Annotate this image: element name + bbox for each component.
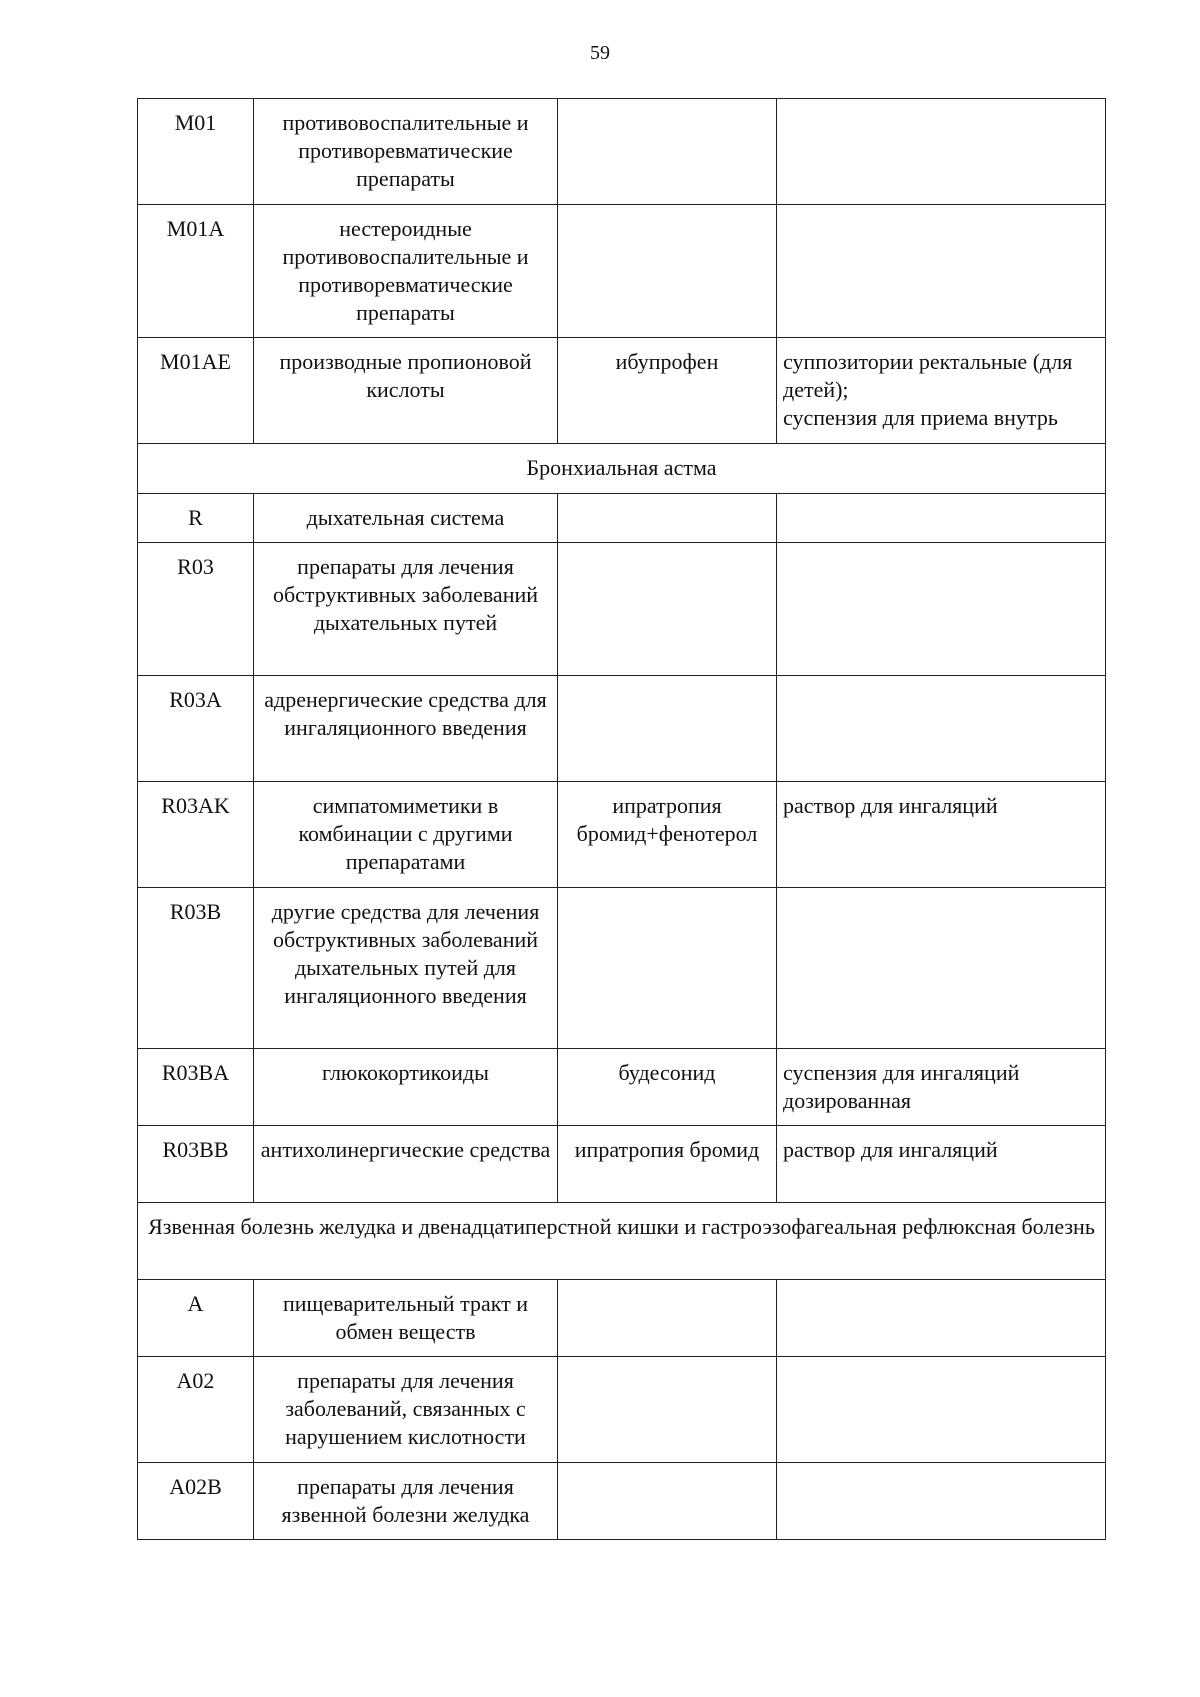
table-row <box>138 543 1106 676</box>
atc-group-cell: препараты для лечения заболеваний, связанных с нарушением кислотности <box>254 1357 558 1463</box>
section-row <box>138 444 1106 494</box>
atc-group-cell: препараты для лечения язвенной болезни желудка <box>254 1463 558 1540</box>
drug-table <box>137 98 1106 1540</box>
dosage-form-cell <box>777 99 1106 205</box>
dosage-form-cell <box>777 205 1106 338</box>
table-row <box>138 888 1106 1049</box>
atc-code-cell: R03AK <box>138 782 254 888</box>
dosage-form-cell: раствор для ингаляций <box>777 782 1106 888</box>
dosage-form-cell <box>777 543 1106 676</box>
atc-code-cell: R <box>138 494 254 543</box>
atc-code-cell: R03B <box>138 888 254 1049</box>
dosage-form-cell: суппозитории ректальные (для детей); суспензия для приема внутрь <box>777 338 1106 444</box>
table-row <box>138 1049 1106 1126</box>
table-row <box>138 494 1106 543</box>
section-title: Бронхиальная астма <box>138 444 1106 494</box>
drug-name-cell <box>558 494 777 543</box>
atc-code-cell: R03A <box>138 676 254 782</box>
drug-name-cell: ипратропия бромид <box>558 1126 777 1203</box>
dosage-form-cell: суспензия для ингаляций дозированная <box>777 1049 1106 1126</box>
dosage-form-cell <box>777 1357 1106 1463</box>
atc-code-cell: M01 <box>138 99 254 205</box>
dosage-form-cell <box>777 1280 1106 1357</box>
atc-group-cell: нестероидные противовоспалительные и противоревматические препараты <box>254 205 558 338</box>
table-row <box>138 1463 1106 1540</box>
atc-group-cell: симпатомиметики в комбинации с другими препаратами <box>254 782 558 888</box>
drug-name-cell: будесонид <box>558 1049 777 1126</box>
atc-group-cell: препараты для лечения обструктивных заболеваний дыхательных путей <box>254 543 558 676</box>
dosage-form-cell <box>777 676 1106 782</box>
table-row <box>138 676 1106 782</box>
atc-code-cell: R03 <box>138 543 254 676</box>
table-row <box>138 338 1106 444</box>
table-row <box>138 1280 1106 1357</box>
table-row <box>138 99 1106 205</box>
dosage-form-cell <box>777 1463 1106 1540</box>
atc-group-cell: противовоспалительные и противоревматические препараты <box>254 99 558 205</box>
dosage-form-cell: раствор для ингаляций <box>777 1126 1106 1203</box>
atc-group-cell: адренергические средства для ингаляционного введения <box>254 676 558 782</box>
drug-name-cell: ибупрофен <box>558 338 777 444</box>
table-row <box>138 782 1106 888</box>
drug-name-cell <box>558 676 777 782</box>
table-row <box>138 205 1106 338</box>
table-row <box>138 1126 1106 1203</box>
drug-name-cell <box>558 888 777 1049</box>
atc-group-cell: антихолинергические средства <box>254 1126 558 1203</box>
atc-code-cell: R03BA <box>138 1049 254 1126</box>
drug-name-cell <box>558 99 777 205</box>
drug-name-cell <box>558 1280 777 1357</box>
atc-group-cell: пищеварительный тракт и обмен веществ <box>254 1280 558 1357</box>
drug-name-cell <box>558 1463 777 1540</box>
atc-group-cell: производные пропионовой кислоты <box>254 338 558 444</box>
table-row <box>138 1357 1106 1463</box>
atc-code-cell: M01AE <box>138 338 254 444</box>
atc-group-cell: другие средства для лечения обструктивных заболеваний дыхательных путей для ингаляционного введения <box>254 888 558 1049</box>
atc-group-cell: дыхательная система <box>254 494 558 543</box>
drug-name-cell: ипратропия бромид+фенотерол <box>558 782 777 888</box>
drug-name-cell <box>558 1357 777 1463</box>
drug-name-cell <box>558 205 777 338</box>
dosage-form-cell <box>777 888 1106 1049</box>
atc-group-cell: глюкокортикоиды <box>254 1049 558 1126</box>
atc-code-cell: A <box>138 1280 254 1357</box>
dosage-form-cell <box>777 494 1106 543</box>
atc-code-cell: A02 <box>138 1357 254 1463</box>
page-number: 59 <box>590 42 610 64</box>
atc-code-cell: R03BB <box>138 1126 254 1203</box>
drug-name-cell <box>558 543 777 676</box>
atc-code-cell: M01A <box>138 205 254 338</box>
atc-code-cell: A02B <box>138 1463 254 1540</box>
section-row <box>138 1203 1106 1280</box>
section-title: Язвенная болезнь желудка и двенадцатиперстной кишки и гастроэзофагеальная рефлюксная болезнь <box>138 1203 1106 1280</box>
